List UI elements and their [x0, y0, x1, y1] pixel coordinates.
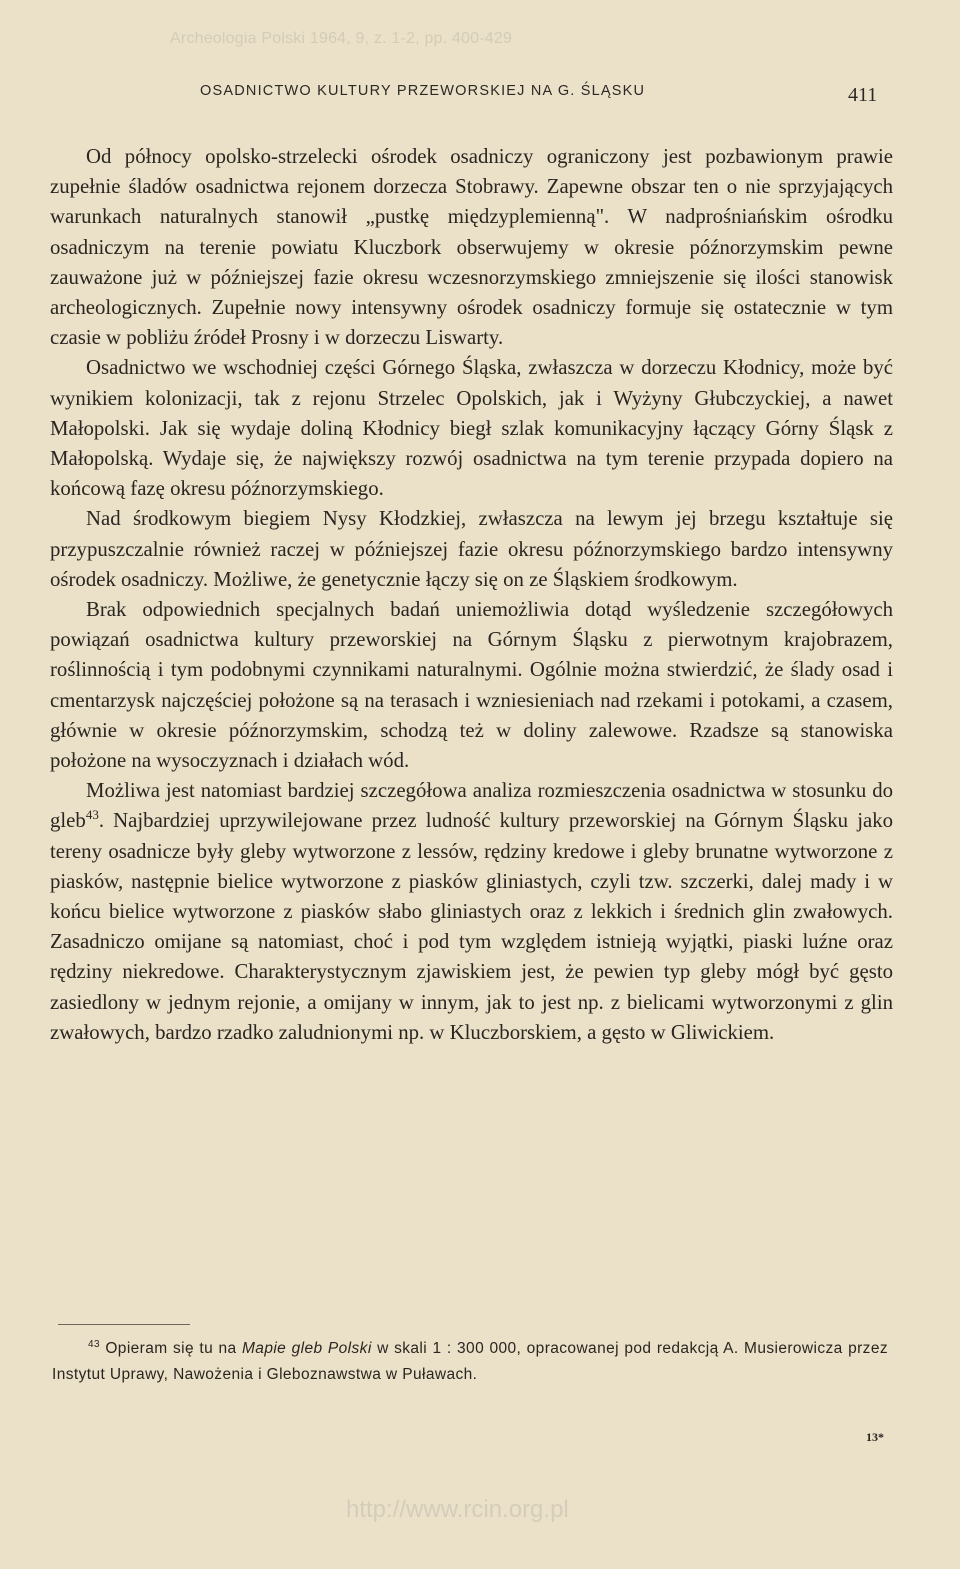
- source-watermark: Archeologia Polski 1964, 9, z. 1-2, pp. 400-429: [170, 30, 513, 47]
- paragraph: Od północy opolsko-strzelecki ośrodek osadniczy ograniczony jest pozbawionym prawie zupełnie śladów osadnictwa rejonem dorzecza Stobrawy. Zapewne obszar ten o nie sprzyjających warunkach naturalnych stanowił „pustkę międzyplemienną". W nadprośniańskim ośrodku osadniczym na terenie powiatu Kluczbork obserwujemy w okresie późnorzymskim pewne zauważone już w późniejszej fazie okresu wczesnorzymskiego zmniejszenie się ilości stanowisk archeologicznych. Zupełnie nowy intensywny ośrodek osadniczy formuje się ostatecznie w tym czasie w pobliżu źródeł Prosny i w dorzeczu Liswarty.: [50, 145, 893, 350]
- paragraph: [50, 776, 893, 1048]
- cited-title: Mapie gleb Polski: [241, 1340, 372, 1357]
- page-number: 411: [848, 84, 878, 106]
- footnote-text-part: Opieram się tu na: [99, 1340, 242, 1357]
- running-title: OSADNICTWO KULTURY PRZEWORSKIEJ NA G. ŚLĄSKU: [200, 83, 646, 99]
- footnote-text-part: w skali 1 : 300 000, opracowanej pod redakcją A. Musierowicza przez Instytut Uprawy, Nawożenia i Gleboznawstwa w Puławach.: [52, 1340, 888, 1383]
- footnote-text: [52, 1336, 888, 1387]
- footnote-divider: [58, 1324, 190, 1325]
- footnote-number: 43: [88, 1338, 100, 1350]
- paragraph: Brak odpowiednich specjalnych badań uniemożliwia dotąd wyśledzenie szczegółowych powiązań osadnictwa kultury przeworskiej na Górnym Śląsku z pierwotnym krajobrazem, roślinnością i tym podobnymi czynnikami naturalnymi. Ogólnie można stwierdzić, że ślady osad i cmentarzysk najczęściej położone są na terasach i wzniesieniach nad rzekami i potokami, a czasem, głównie w okresie późnorzymskim, schodzą też w doliny zalewowe. Rzadsze są stanowiska położone na wysoczyznach i działach wód.: [50, 598, 893, 773]
- paragraph-text: Możliwa jest natomiast bardziej szczegółowa analiza rozmieszczenia osadnictwa w stosunku do gleb: [50, 779, 893, 833]
- main-text: [50, 142, 893, 1048]
- paragraph: Osadnictwo we wschodniej części Górnego Śląska, zwłaszcza w dorzeczu Kłodnicy, może być wynikiem kolonizacji, tak z rejonu Strzelec Opolskich, jak i Wyżyny Głubczyckiej, a nawet Małopolski. Jak się wydaje doliną Kłodnicy biegł szlak komunikacyjny łączący Górny Śląsk z Małopolską. Wydaje się, że największy rozwój osadnictwa na tym terenie przypada dopiero na końcową fazę okresu późnorzymskiego.: [50, 356, 893, 501]
- paragraph-text: . Najbardziej uprzywilejowane przez ludność kultury przeworskiej na Górnym Śląsku jako tereny osadnicze były gleby wytworzone z lessów, rędziny kredowe i gleby brunatne wytworzone z piasków, następnie bielice wytworzone z piasków gliniastych, czyli tzw. szczerki, dalej mady i w końcu bielice wytworzone z piasków słabo gliniastych oraz z lekkich i średnich glin zwałowych. Zasadniczo omijane są natomiast, choć i pod tym względem istnieją wyjątki, piaski luźne oraz rędziny niekredowe. Charakterystycznym zjawiskiem jest, że pewien typ gleby mógł być gęsto zasiedlony w jednym rejonie, a omijany w innym, jak to jest np. z bielicami wytworzonymi z glin zwałowych, bardzo rzadko zaludnionymi np. w Kluczborskiem, a gęsto w Gliwickiem.: [50, 809, 893, 1044]
- footnote: [52, 1336, 888, 1387]
- paragraph: Nad środkowym biegiem Nysy Kłodzkiej, zwłaszcza na lewym jej brzegu kształtuje się przypuszczalnie również raczej w późniejszej fazie okresu późnorzymskiego bardzo intensywny ośrodek osadniczy. Możliwe, że genetycznie łączy się on ze Śląskiem środkowym.: [50, 507, 893, 591]
- footnote-reference[interactable]: 43: [85, 807, 99, 823]
- url-watermark[interactable]: http://www.rcin.org.pl: [346, 1496, 569, 1523]
- printer-sheet-mark: 13*: [866, 1430, 884, 1444]
